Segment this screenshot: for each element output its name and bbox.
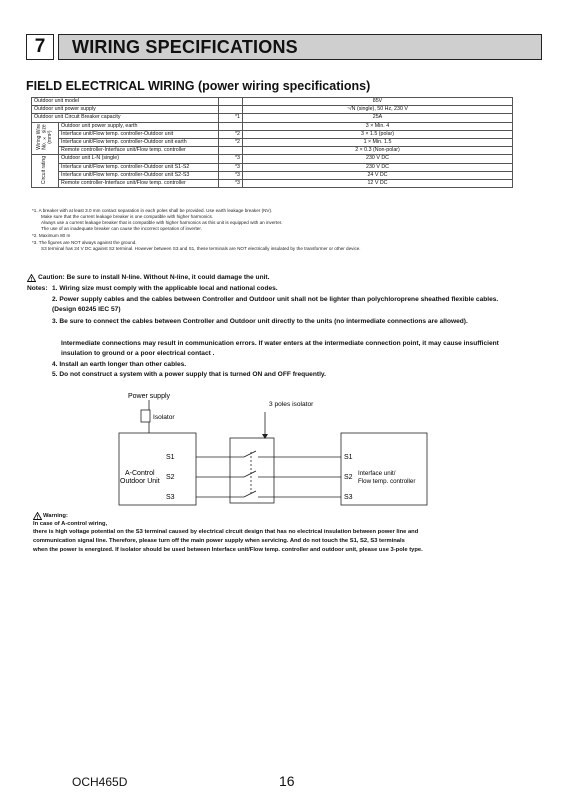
table-row [32,106,513,114]
section-number: 7 [26,34,54,60]
terminal-s1-left: S1 [166,454,175,461]
row-value: ~/N (single), 50 Hz, 230 V [243,106,513,114]
row-value: 24 V DC [243,171,513,179]
caution-text: Caution: Be sure to install N-line. Without N-line, it could damage the unit. [38,274,270,281]
document-code: OCH465D [72,775,128,789]
note-item: Intermediate connections may result in communication errors. If water enters at the intermediate connection point, it may cause insufficient insulation to ground or a poor electrical contact . [61,340,499,357]
row-value: 3 × Min. 4 [243,122,513,130]
row-label: Remote controller-Interface unit/Flow temp. controller [59,179,219,187]
row-label: Remote controller-Interface unit/Flow temp. controller [59,147,219,155]
table-row [32,122,513,130]
row-value: 2 × 0.3 (Non-polar) [243,147,513,155]
left-unit-label-1: A-Control [125,470,155,477]
terminal-s3-left: S3 [166,494,175,501]
note-item: 4. Install an earth longer than other cables. [52,361,187,368]
isolator-label: Isolator [153,414,175,421]
right-unit-label-1: Interface unit/ [358,470,396,477]
row-value: 1 × Min. 1.5 [243,138,513,146]
terminal-s3-right: S3 [344,494,353,501]
power-supply-label: Power supply [128,393,171,400]
row-label: Interface unit/Flow temp. controller-Outdoor unit S1-S2 [59,163,219,171]
row-label: Outdoor unit power supply [32,106,219,114]
right-unit-label-2: Flow temp. controller [358,478,416,485]
footnote: The use of an inadequate breaker can cause the incorrect operation of inverter. [41,226,202,231]
table-row [32,130,513,138]
note-item: 3. Be sure to connect the cables between Controller and Outdoor unit directly to the units (no intermediate connections are allowed). [52,318,468,325]
footnote: *1. A breaker with at least 3.0 mm contact separation in each poles shall be provided. Use earth leakage breaker (NV). [32,208,273,213]
row-value: 230 V DC [243,163,513,171]
row-value: 12 V DC [243,179,513,187]
table-row [32,98,513,106]
note-item: 2. Power supply cables and the cables between Controller and Outdoor unit shall not be lighter than polychloroprene sheathed flexible cables. (Design 60245 IEC 57) [52,296,499,313]
footnote: Always use a current leakage breaker that is compatible with higher harmonics as this unit is equipped with an inverter. [41,220,283,225]
row-note [219,106,243,114]
row-label: Interface unit/Flow temp. controller-Outdoor unit earth [59,138,219,146]
row-label: Outdoor unit Circuit Breaker capacity [32,114,219,122]
footnote: *2. Maximum 80 m [32,233,71,238]
row-note: *3 [219,179,243,187]
note-item: 5. Do not construct a system with a power supply that is turned ON and OFF frequently. [52,371,326,378]
row-note: *1 [219,114,243,122]
warning-title: Warning: [43,513,68,519]
row-note: *3 [219,171,243,179]
table-row [32,138,513,146]
terminal-s2-right: S2 [344,474,353,481]
table-row [32,171,513,179]
footnote: *3. The figures are NOT always against the ground. [32,240,137,245]
row-note [219,98,243,106]
table-row [32,163,513,171]
warning-line: communication signal line. Therefore, please turn off the main power supply when servicing. And do not touch the S1, S2, S3 terminals [33,538,405,544]
row-note: *3 [219,155,243,163]
svg-text:!: ! [36,514,39,520]
row-label: Outdoor unit model [32,98,219,106]
warning-triangle-icon [27,274,36,282]
terminal-s2-left: S2 [166,474,175,481]
row-label: Outdoor unit L-N (single) [59,155,219,163]
row-label: Outdoor unit power supply, earth [59,122,219,130]
table-row [32,147,513,155]
sub-title: FIELD ELECTRICAL WIRING (power wiring specifications) [26,79,371,93]
warning-line: when the power is energized. If isolator should be used between Interface unit/Flow temp. controller and outdoor unit, please use 3-pole type. [33,547,423,553]
row-value: 85V [243,98,513,106]
warning-triangle-icon [33,512,42,520]
row-note: *3 [219,163,243,171]
svg-text:!: ! [30,276,33,282]
wiring-spec-table [31,97,513,188]
table-row [32,114,513,122]
warning-line: In case of A-control wiring, [33,521,108,527]
left-unit-label-2: Outdoor Unit [120,478,160,485]
footnote: Make sure that the current leakage breaker is one compatible with higher harmonics. [41,214,214,219]
page-number: 16 [279,773,295,789]
three-pole-isolator-label: 3 poles isolator [269,401,314,408]
group-label-wiring: Wiring Wire No. × size (mm²) [32,122,59,155]
notes-label: Notes: [27,285,48,292]
table-row [32,155,513,163]
row-value: 3 × 1.5 (polar) [243,130,513,138]
warning-line: there is high voltage potential on the S3 terminal caused by electrical circuit design that has no electrical insulation between power line and [33,529,419,535]
terminal-s1-right: S1 [344,454,353,461]
row-note [219,122,243,130]
row-value: 25A [243,114,513,122]
row-note [219,147,243,155]
row-value: 230 V DC [243,155,513,163]
row-label: Interface unit/Flow temp. controller-Outdoor unit S2-S3 [59,171,219,179]
table-row [32,179,513,187]
footnote: S3 terminal has 24 V DC against S2 terminal. However between S3 and S1, these terminals are NOT electrically insulated by the transformer or other device. [41,246,361,251]
row-label: Interface unit/Flow temp. controller-Outdoor unit [59,130,219,138]
group-label-circuit: Circuit rating [32,155,59,188]
wiring-diagram [0,380,569,510]
row-note: *2 [219,130,243,138]
row-note: *2 [219,138,243,146]
note-item: 1. Wiring size must comply with the applicable local and national codes. [52,285,278,292]
section-title: WIRING SPECIFICATIONS [72,37,298,57]
